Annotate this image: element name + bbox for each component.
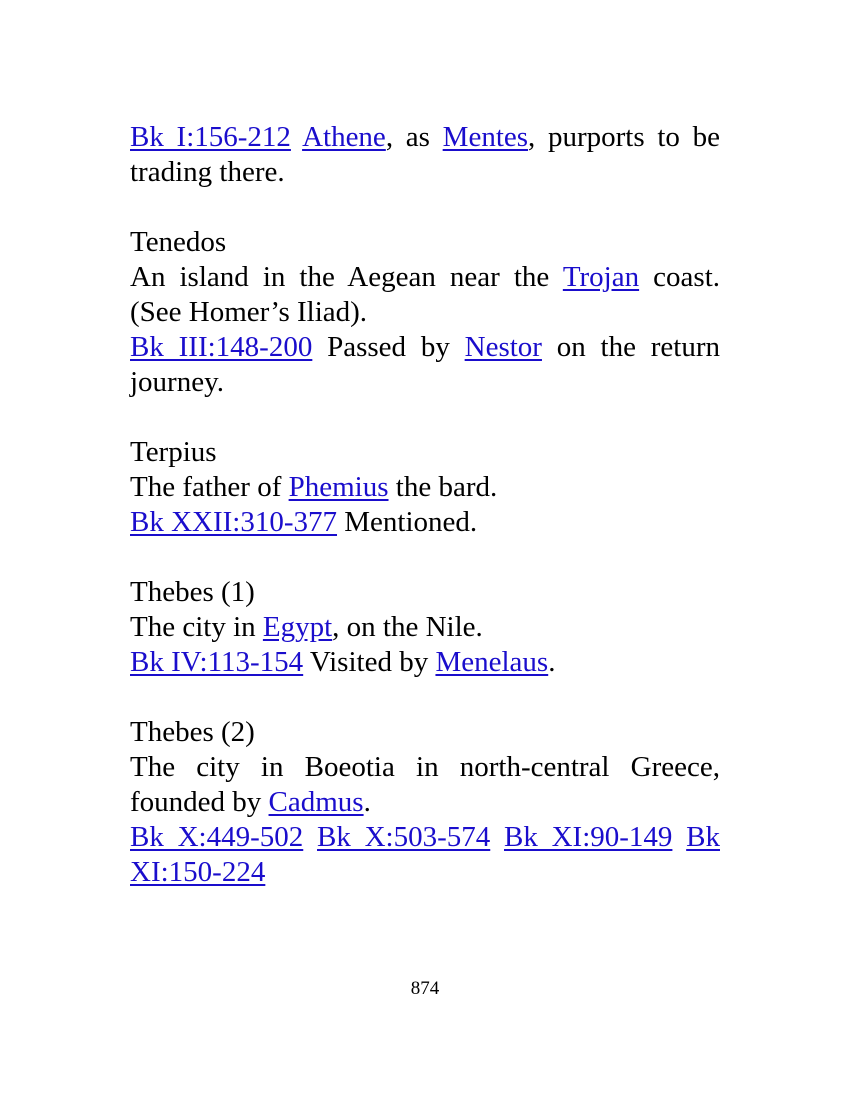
heading-thebes-1: Thebes (1) (130, 576, 255, 608)
tenedos-journey-line: journey. (130, 366, 224, 398)
text-period: . (363, 786, 371, 818)
link-mentes[interactable]: Mentes (442, 121, 529, 153)
link-bk-x-449-502[interactable]: Bk X:449-502 (130, 821, 304, 853)
text-period: . (548, 646, 556, 678)
link-cadmus[interactable]: Cadmus (268, 786, 364, 818)
tenedos-ref-line (130, 330, 720, 365)
link-bk-xi-90-149[interactable]: Bk XI:90-149 (504, 821, 673, 853)
thebes2-founded-line (130, 785, 720, 820)
link-bk-xi-150-224-part2[interactable]: XI:150-224 (130, 856, 266, 888)
link-bk-iii-148-200[interactable]: Bk III:148-200 (130, 331, 313, 363)
text-mentioned: Mentioned. (337, 506, 478, 538)
link-trojan[interactable]: Trojan (562, 261, 640, 293)
thebes2-ref-line-2 (130, 855, 720, 890)
text-return: on the return (541, 331, 721, 363)
link-athene[interactable]: Athene (302, 121, 386, 153)
thebes2-ref-line (130, 820, 720, 855)
trading-line: trading there. (130, 156, 285, 188)
heading-tenedos: Tenedos (130, 226, 227, 258)
terpius-desc-line (130, 470, 720, 505)
page-number: 874 (410, 978, 440, 999)
link-bk-xi-150-224-part1[interactable]: Bk (686, 821, 720, 853)
text-father-of: The father of (130, 471, 289, 503)
link-bk-iv-113-154[interactable]: Bk IV:113-154 (130, 646, 304, 678)
heading-thebes-2: Thebes (2) (130, 716, 255, 748)
text-as: , as (385, 121, 443, 153)
text-on-the-nile: , on the Nile. (332, 611, 483, 643)
tenedos-iliad-line: (See Homer’s Iliad). (130, 296, 368, 328)
thebes2-desc-line: The city in Boeotia in north-central Greece, (130, 751, 720, 783)
link-bk-x-503-574[interactable]: Bk X:503-574 (317, 821, 491, 853)
thebes1-ref-line (130, 645, 720, 680)
text-passed-by: Passed by (312, 331, 465, 363)
text-the-bard: the bard. (388, 471, 498, 503)
page-body (130, 120, 720, 890)
text-coast: coast. (639, 261, 720, 293)
link-phemius[interactable]: Phemius (288, 471, 389, 503)
link-egypt[interactable]: Egypt (262, 611, 333, 643)
link-bk-i-156-212[interactable]: Bk I:156-212 (130, 121, 291, 153)
heading-terpius: Terpius (130, 436, 217, 468)
link-bk-xxii-310-377[interactable]: Bk XXII:310-377 (130, 506, 338, 538)
thebes1-desc-line (130, 610, 720, 645)
text-island: An island in the Aegean near the (130, 261, 563, 293)
text-city-in: The city in (130, 611, 263, 643)
text-founded-by: founded by (130, 786, 269, 818)
text-visited-by: Visited by (303, 646, 436, 678)
terpius-ref-line (130, 505, 720, 540)
athene-line (130, 120, 720, 155)
link-menelaus[interactable]: Menelaus (435, 646, 549, 678)
link-nestor[interactable]: Nestor (464, 331, 542, 363)
text-purports: , purports to be (528, 121, 721, 153)
tenedos-desc-line (130, 260, 720, 295)
